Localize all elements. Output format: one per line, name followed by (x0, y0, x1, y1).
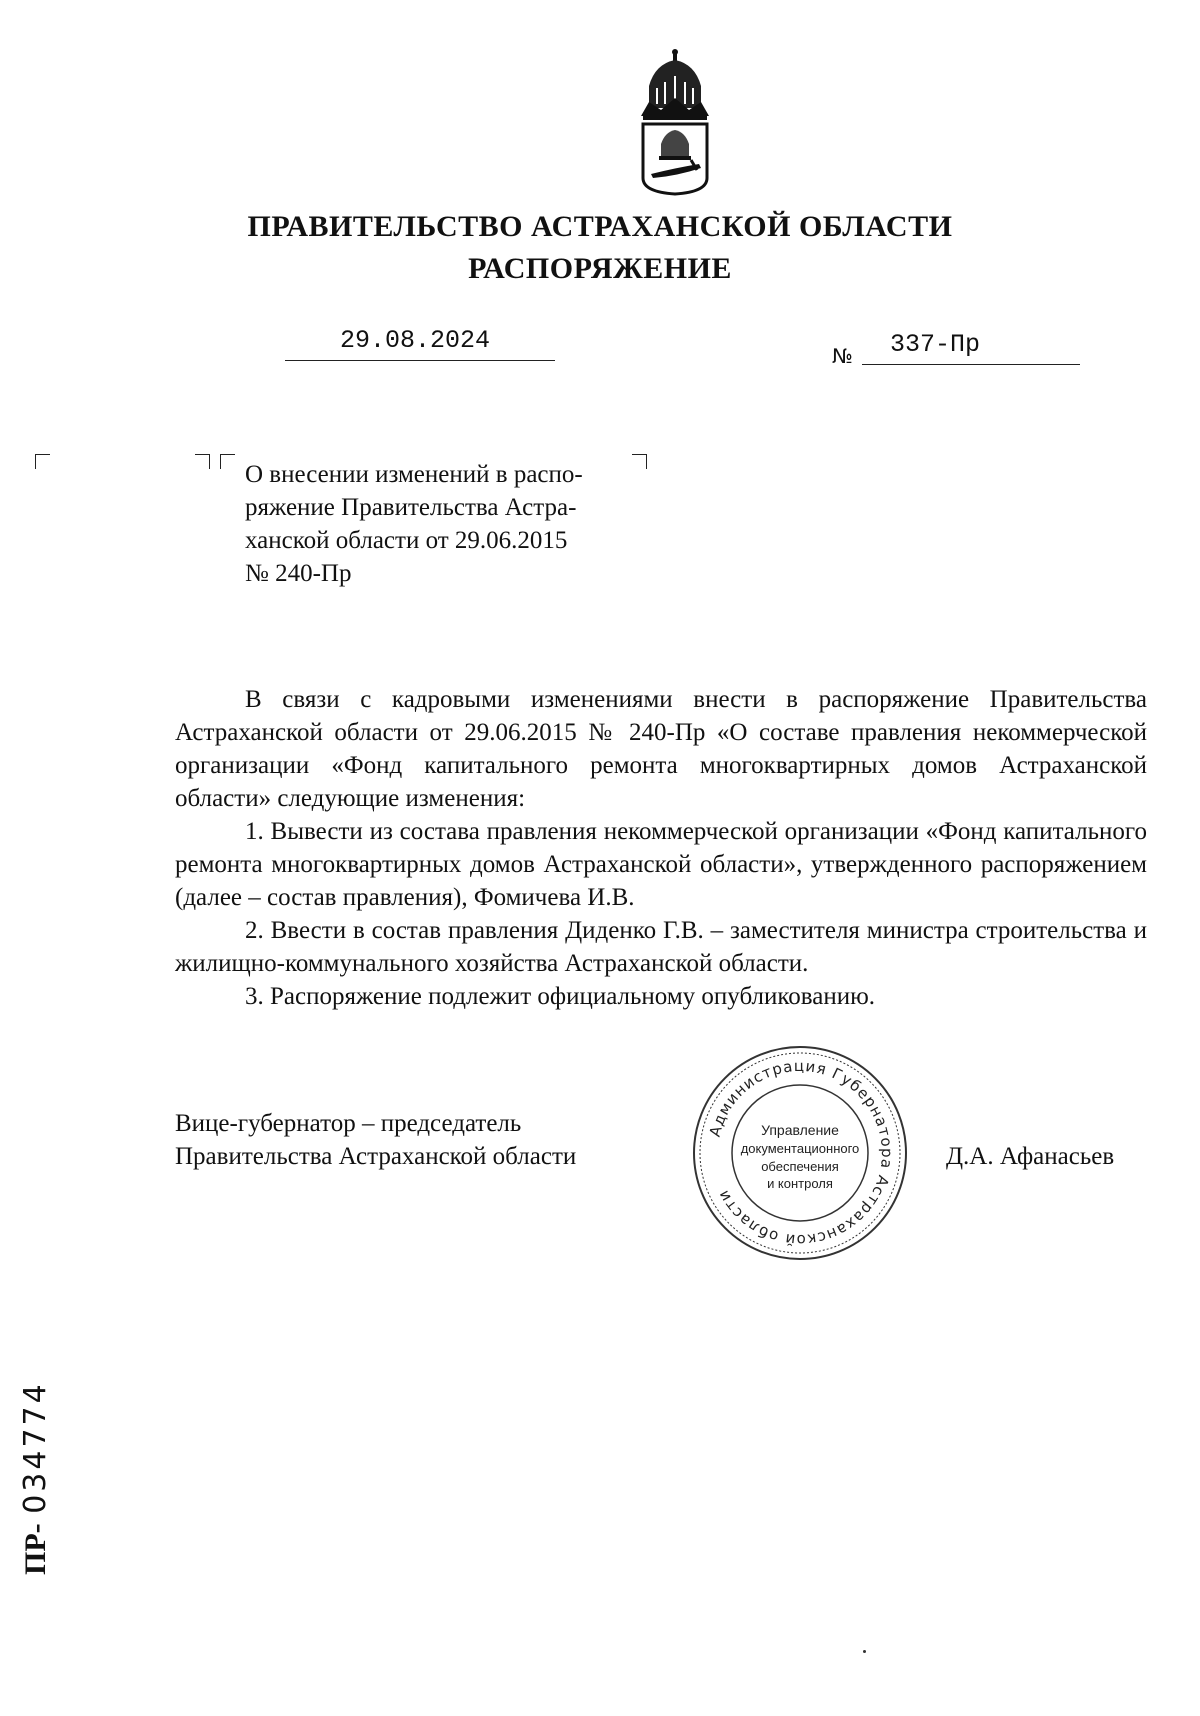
subject-corner-mark-left-end (195, 454, 210, 469)
document-date: 29.08.2024 (340, 326, 491, 355)
signer-title-line: Вице-губернатор – председатель (175, 1110, 522, 1137)
stamp-center-line: и контроля (767, 1176, 833, 1191)
document-number: 337-Пр (890, 330, 981, 359)
stamp-center-line: обеспечения (761, 1159, 839, 1174)
subject-corner-mark-right (632, 454, 647, 469)
stamp-ring-text: Администрация Губернатора Астраханской области (705, 1056, 897, 1250)
stamp-center-line: Управление (761, 1122, 839, 1138)
date-field (285, 322, 555, 361)
serial-prefix: ПР- (19, 1523, 52, 1575)
subject-line: ряжение Правительства Астра- (245, 494, 577, 521)
body-paragraph: В связи с кадровыми изменениями внести в распоряжение Правительства Астраханской области от 29.06.2015 № 240-Пр «О составе правления некоммерческой организации «Фонд капитального ремонта многоквартирных домов Астраханской области» следующие изменения: (175, 686, 1147, 812)
subject-line: № 240-Пр (245, 560, 352, 587)
subject-line: О внесении изменений в распо- (245, 461, 583, 488)
body-paragraph: 2. Ввести в состав правления Диденко Г.В. – заместителя министра строительства и жилищно-коммунального хозяйства Астраханской области. (175, 917, 1147, 977)
document-body (175, 683, 1147, 1013)
organization-title: ПРАВИТЕЛЬСТВО АСТРАХАНСКОЙ ОБЛАСТИ (247, 210, 953, 243)
coat-of-arms-icon (635, 46, 715, 196)
subject-corner-mark-left (220, 454, 235, 469)
margin-corner-mark (35, 454, 50, 469)
number-field (862, 326, 1080, 365)
body-paragraph: 3. Распоряжение подлежит официальному опубликованию. (245, 983, 876, 1010)
official-stamp-icon (690, 1043, 910, 1263)
signer-name: Д.А. Афанасьев (946, 1143, 1115, 1170)
subject-line: ханской области от 29.06.2015 (245, 527, 568, 554)
signer-title (175, 1107, 695, 1173)
document-subject (245, 458, 630, 590)
serial-digits: 034774 (18, 1381, 53, 1514)
signer-title-line: Правительства Астраханской области (175, 1143, 577, 1170)
number-label: № (832, 344, 853, 368)
form-serial-number (18, 1381, 58, 1575)
stamp-center-line: документационного (740, 1141, 860, 1156)
body-paragraph: 1. Вывести из состава правления некоммерческой организации «Фонд капитального ремонта многоквартирных домов Астраханской области», утвержденного распоряжением (далее – состав правления), Фомичева И.В. (175, 818, 1147, 911)
scan-speck (863, 1650, 866, 1653)
document-type: РАСПОРЯЖЕНИЕ (468, 252, 732, 285)
